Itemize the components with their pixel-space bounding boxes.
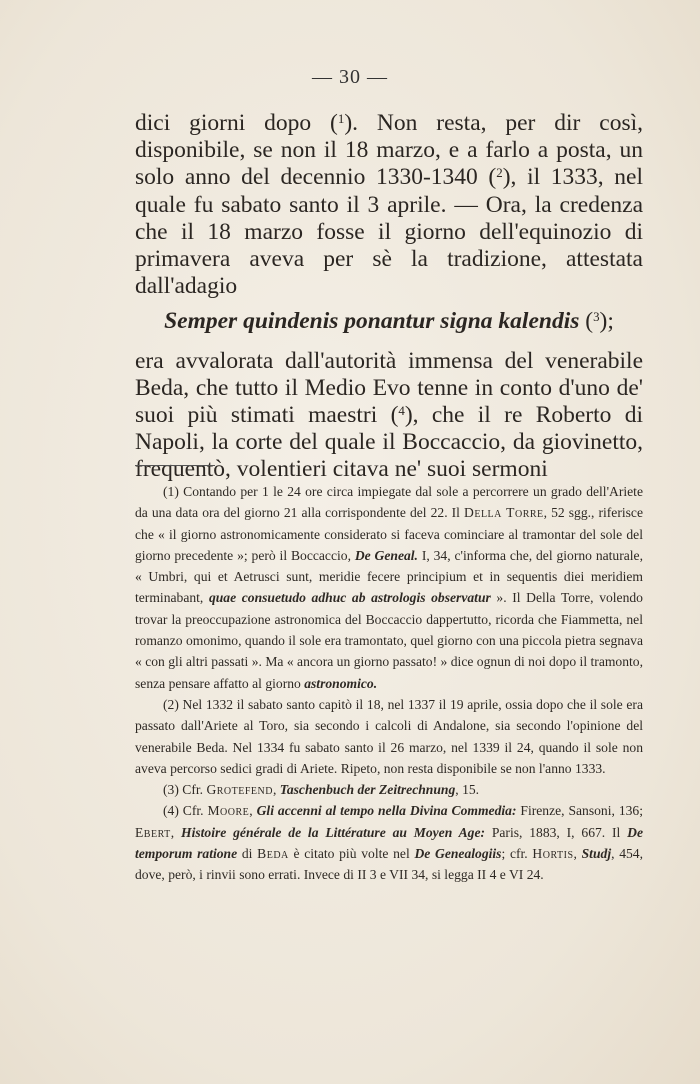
text-run: , (249, 803, 257, 819)
text-run: Firenze, Sansoni, 136; (516, 803, 643, 819)
text-run: ». Il Della Torre, volendo trovar la preoccupazione astronomica del Boccaccio dappertutto, ricorda che Fiammetta, nel romanzo omonimo, quando il sole era tramontato, quel giorno con una piccola pietra segnava « con gli altri passati ». Ma « ancora un giorno passato! » dice ognun di noi dopo il tramonto, senza pensare affatto al giorno (135, 590, 643, 691)
text-run: Contando per 1 le 24 ore circa impiegate dal sole a percorrere un grado dell'Ariete da una data ora del giorno 21 alla corrispondente del 22. Il (135, 484, 643, 521)
text-run: , 454, dove, però, i rinvii sono errati. Invece di II 3 e VII 34, si legga II 4 e VI 24. (135, 846, 644, 883)
footnote-2 (135, 694, 643, 779)
footnote-marker: (3) (163, 782, 179, 798)
work-title: De Genealogiis (414, 846, 502, 862)
verse-text: Semper quindenis ponantur signa kalendis (164, 308, 580, 335)
emphasis: astronomico. (304, 675, 378, 691)
paragraph-2 (135, 348, 643, 484)
work-title: Taschenbuch der Zeitrechnung (279, 782, 456, 798)
footnote-ref[interactable]: 3 (593, 309, 600, 325)
verse-quote (135, 308, 643, 335)
footnote-ref[interactable]: 1 (337, 110, 345, 126)
text-run: , (272, 782, 280, 798)
work-title: De temporum ratione (135, 824, 644, 862)
footnote-ref[interactable]: 2 (496, 165, 503, 181)
author-name: Della Torre (464, 505, 544, 521)
text-run: ). Non resta, per dir così, disponibile, se non il 18 marzo, e a farlo a posta, un solo anno del decennio 1330-1340 ( (135, 110, 643, 191)
text-run: dici giorni dopo ( (135, 110, 338, 136)
text-run: ), che il re Roberto di Napoli, la corte del quale il Boccaccio, da giovinetto, frequentò, volentieri citava ne' suoi sermoni (135, 402, 644, 483)
text-run: I, 34, c'informa che, del giorno naturale, « Umbri, qui et Aetrusci sunt, meridie fecere principium et in sequentis diei meridiem terminabant, (135, 547, 643, 606)
text-run: ; cfr. (501, 846, 533, 862)
text-run: , 15. (455, 782, 480, 798)
text-run: , (170, 824, 181, 840)
main-text (135, 110, 643, 484)
quote-emphasis: quae consuetudo adhuc ab astrologis observatur (208, 590, 491, 606)
footnote-1 (135, 481, 643, 694)
footnotes (135, 481, 643, 886)
paragraph-1 (135, 110, 643, 300)
author-name: Ebert (135, 824, 171, 840)
work-title: Gli accenni al tempo nella Divina Commedia: (256, 803, 517, 819)
author-name: Grotefend (206, 782, 273, 798)
text-run: ), il 1333, nel quale fu sabato santo il 3 aprile. — Ora, la credenza che il 18 marzo fosse il giorno dell'equinozio di primavera aveva per sè la tradizione, attestata dall'adagio (135, 164, 643, 300)
text-run: era avvalorata dall'autorità immensa del venerabile Beda, che tutto il Medio Evo tenne in conto d'uno de' suoi più stimati maestri ( (135, 347, 643, 429)
author-name: Beda (257, 846, 289, 862)
text-run: Nel 1332 il sabato santo capitò il 18, nel 1337 il 19 aprile, ossia dopo che il sole era passato dall'Ariete al Toro, sia secondo i calcoli di Andalone, sia secondo l'opinione del venerabile Beda. Nel 1334 fu sabato santo il 26 marzo, nel 1339 il 24, quando il sole non aveva percorso sedici gradi di Ariete. Ripeto, non resta disponibile se non l'anno 1333. (135, 696, 643, 776)
author-name: Moore (207, 803, 250, 819)
work-title: Histoire générale de la Littérature au Moyen Age: (181, 824, 486, 840)
text-run: Paris, 1883, I, 667. Il (485, 824, 628, 840)
text-run: ); (599, 308, 614, 335)
text-run: Cfr. (178, 803, 208, 819)
text-run: ( (579, 308, 594, 335)
footnote-marker: (2) (163, 696, 179, 712)
text-run: è citato più volte nel (288, 846, 415, 862)
text-run: Cfr. (178, 782, 207, 798)
footnote-marker: (4) (163, 803, 179, 819)
footnote-separator (135, 465, 215, 466)
text-run: , 52 sgg., riferisce che « il giorno astronomicamente considerato si faceva cominciare al tramontar del sole del giorno precedente »; però il Boccaccio, (135, 505, 643, 563)
footnote-3 (135, 779, 643, 800)
footnote-marker: (1) (163, 484, 179, 499)
footnote-4 (135, 800, 643, 885)
work-title: De Geneal. (354, 547, 418, 563)
footnote-ref[interactable]: 4 (398, 402, 405, 418)
text-run: , (573, 846, 582, 862)
work-title: Studj (581, 846, 612, 862)
page-number: — 30 — (312, 66, 388, 88)
author-name: Hortis (532, 846, 574, 862)
text-run: di (237, 846, 258, 862)
